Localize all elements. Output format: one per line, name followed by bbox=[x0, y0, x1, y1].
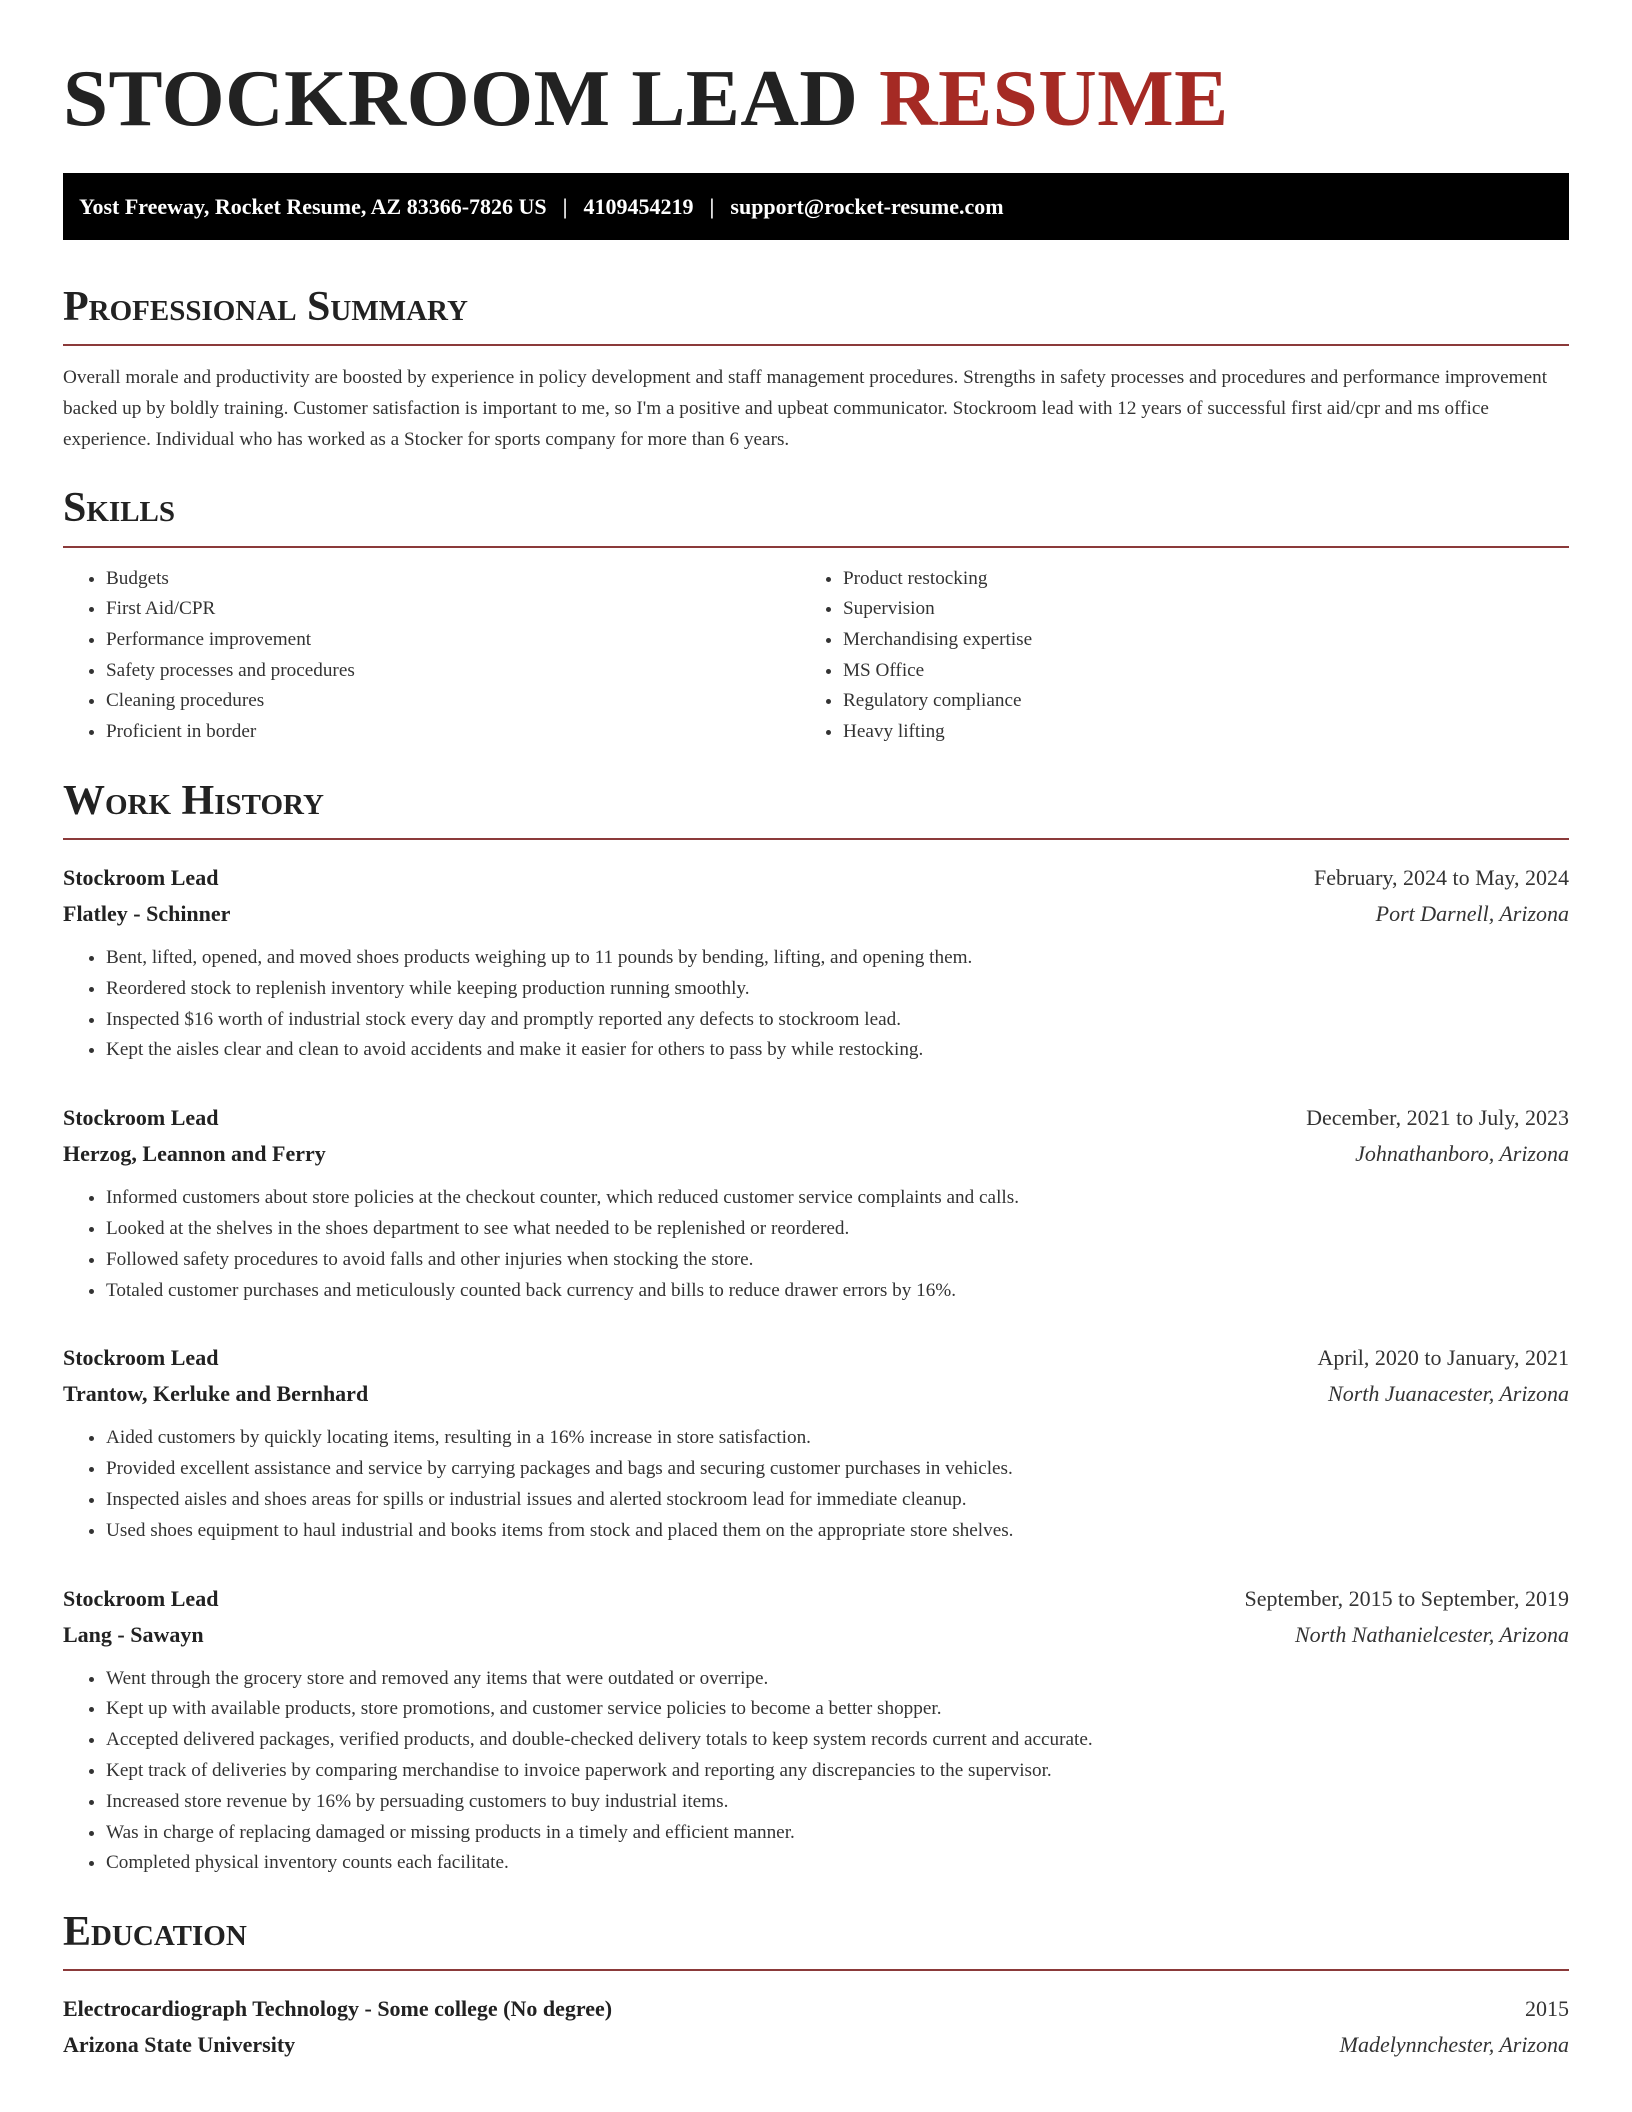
job-bullet: • Increased store revenue by 16% by persuading customers to buy industrial items. bbox=[106, 1787, 1569, 1818]
job-bullet: • Kept track of deliveries by comparing merchandise to invoice paperwork and reporting any discrepancies to the supervisor. bbox=[106, 1756, 1569, 1787]
skills-list-left bbox=[63, 564, 800, 748]
skill-item: • Heavy lifting bbox=[843, 717, 1537, 748]
skill-item: • MS Office bbox=[843, 656, 1537, 687]
job-bullet: • Bent, lifted, opened, and moved shoes products weighing up to 11 pounds by bending, lifting, and opening them. bbox=[106, 943, 1569, 974]
education-section bbox=[63, 1909, 1569, 2063]
education-year: 2015 bbox=[1525, 1996, 1569, 2022]
job-company: Lang - Sawayn bbox=[63, 1621, 204, 1647]
job-bullet: • Used shoes equipment to haul industrial and books items from stock and placed them on the appropriate store shelves. bbox=[106, 1516, 1569, 1547]
skill-item: • Budgets bbox=[106, 564, 800, 595]
skill-item: • Safety processes and procedures bbox=[106, 656, 800, 687]
contact-email: support@rocket-resume.com bbox=[730, 193, 1004, 219]
contact-phone: 4109454219 bbox=[583, 193, 694, 219]
job-entry bbox=[63, 1100, 1569, 1306]
title-accent: RESUME bbox=[879, 53, 1229, 143]
job-bullet: • Inspected $16 worth of industrial stock every day and promptly reported any defects to stockroom lead. bbox=[106, 1005, 1569, 1036]
summary-section bbox=[63, 284, 1569, 455]
contact-bar bbox=[63, 173, 1569, 240]
job-bullet: • Aided customers by quickly locating items, resulting in a 16% increase in store satisfaction. bbox=[106, 1423, 1569, 1454]
job-entry bbox=[63, 1340, 1569, 1546]
job-dates: February, 2024 to May, 2024 bbox=[1314, 864, 1569, 890]
job-location: Johnathanboro, Arizona bbox=[1355, 1141, 1569, 1167]
education-entry bbox=[63, 1991, 1569, 2063]
job-location: North Juanacester, Arizona bbox=[1328, 1381, 1569, 1407]
skill-item: • First Aid/CPR bbox=[106, 594, 800, 625]
skill-item: • Product restocking bbox=[843, 564, 1537, 595]
title-main: STOCKROOM LEAD bbox=[63, 53, 859, 143]
job-bullets bbox=[63, 943, 1569, 1066]
job-company: Herzog, Leannon and Ferry bbox=[63, 1141, 326, 1167]
skill-item: • Merchandising expertise bbox=[843, 625, 1537, 656]
job-entry bbox=[63, 860, 1569, 1066]
education-location: Madelynnchester, Arizona bbox=[1339, 2032, 1569, 2058]
job-bullet: • Looked at the shelves in the shoes department to see what needed to be replenished or reordered. bbox=[106, 1214, 1569, 1245]
contact-separator: | bbox=[709, 193, 715, 219]
job-title: Stockroom Lead bbox=[63, 1105, 219, 1131]
skill-item: • Cleaning procedures bbox=[106, 686, 800, 717]
summary-heading: Professional Summary bbox=[63, 284, 1569, 346]
job-title: Stockroom Lead bbox=[63, 1585, 219, 1611]
job-company: Flatley - Schinner bbox=[63, 900, 231, 926]
job-dates: December, 2021 to July, 2023 bbox=[1306, 1105, 1569, 1131]
skills-list-right bbox=[800, 564, 1537, 748]
job-bullet: • Inspected aisles and shoes areas for spills or industrial issues and alerted stockroom lead for immediate cleanup. bbox=[106, 1485, 1569, 1516]
job-title: Stockroom Lead bbox=[63, 864, 219, 890]
skill-item: • Regulatory compliance bbox=[843, 686, 1537, 717]
skill-item: • Proficient in border bbox=[106, 717, 800, 748]
job-dates: September, 2015 to September, 2019 bbox=[1244, 1585, 1569, 1611]
job-bullet: • Completed physical inventory counts each facilitate. bbox=[106, 1848, 1569, 1879]
job-location: North Nathanielcester, Arizona bbox=[1295, 1621, 1569, 1647]
education-degree: Electrocardiograph Technology - Some college (No degree) bbox=[63, 1996, 613, 2022]
job-bullet: • Provided excellent assistance and service by carrying packages and bags and securing customer purchases in vehicles. bbox=[106, 1454, 1569, 1485]
job-bullets bbox=[63, 1183, 1569, 1306]
education-school: Arizona State University bbox=[63, 2032, 296, 2058]
contact-address: Yost Freeway, Rocket Resume, AZ 83366-7826 US bbox=[79, 193, 547, 219]
job-bullet: • Was in charge of replacing damaged or missing products in a timely and efficient manner. bbox=[106, 1818, 1569, 1849]
skill-item: • Supervision bbox=[843, 594, 1537, 625]
job-location: Port Darnell, Arizona bbox=[1375, 900, 1569, 926]
job-company: Trantow, Kerluke and Bernhard bbox=[63, 1381, 369, 1407]
skills-heading: Skills bbox=[63, 485, 1569, 547]
job-bullet: • Reordered stock to replenish inventory while keeping production running smoothly. bbox=[106, 974, 1569, 1005]
job-bullets bbox=[63, 1664, 1569, 1880]
job-bullet: • Informed customers about store policies at the checkout counter, which reduced customer service complaints and calls. bbox=[106, 1183, 1569, 1214]
summary-text: Overall morale and productivity are boosted by experience in policy development and staff management procedures. Strengths in safety processes and procedures and performance improvement backed up by boldly training. Customer satisfaction is important to me, so I'm a positive and upbeat communicator. Stockroom lead with 12 years of successful first aid/cpr and ms office experience. Individual who has worked as a Stocker for sports company for more than 6 years. bbox=[63, 367, 1548, 451]
work-history-heading: Work History bbox=[63, 778, 1569, 840]
job-bullet: • Kept the aisles clear and clean to avoid accidents and make it easier for others to pass by while restocking. bbox=[106, 1035, 1569, 1066]
job-bullets bbox=[63, 1423, 1569, 1546]
skills-columns bbox=[63, 564, 1569, 748]
job-bullet: • Kept up with available products, store promotions, and customer service policies to become a better shopper. bbox=[106, 1694, 1569, 1725]
job-bullet: • Accepted delivered packages, verified products, and double-checked delivery totals to keep system records current and accurate. bbox=[106, 1725, 1569, 1756]
contact-separator: | bbox=[562, 193, 568, 219]
skill-item: • Performance improvement bbox=[106, 625, 800, 656]
work-history-section bbox=[63, 778, 1569, 1879]
education-heading: Education bbox=[63, 1909, 1569, 1971]
job-bullet: • Followed safety procedures to avoid falls and other injuries when stocking the store. bbox=[106, 1245, 1569, 1276]
job-title: Stockroom Lead bbox=[63, 1345, 219, 1371]
job-bullet: • Totaled customer purchases and meticulously counted back currency and bills to reduce drawer errors by 16%. bbox=[106, 1276, 1569, 1307]
resume-title bbox=[63, 50, 1569, 147]
job-dates: April, 2020 to January, 2021 bbox=[1317, 1345, 1569, 1371]
job-entry bbox=[63, 1581, 1569, 1880]
job-bullet: • Went through the grocery store and removed any items that were outdated or overripe. bbox=[106, 1664, 1569, 1695]
skills-section bbox=[63, 485, 1569, 747]
